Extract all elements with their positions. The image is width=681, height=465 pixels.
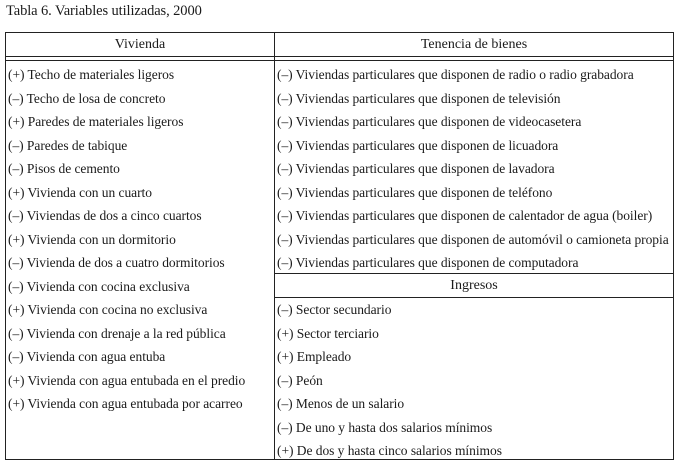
ingresos-column <box>277 298 673 463</box>
tenencia-item: (–) Viviendas particulares que disponen de computadora <box>277 255 579 270</box>
tenencia-item: (–) Viviendas particulares que disponen de lavadora <box>277 161 555 176</box>
ingresos-item: (+) Sector terciario <box>277 325 379 341</box>
vivienda-item: (–) Vivienda con drenaje a la red pública <box>8 325 226 341</box>
header-ingresos: Ingresos <box>450 278 498 293</box>
vivienda-item: (–) Vivienda de dos a cuatro dormitorios <box>8 255 225 270</box>
vivienda-item: (–) Vivienda con agua entuba <box>8 349 166 364</box>
vivienda-item: (+) Vivienda con agua entubada en el predio <box>8 372 246 388</box>
tenencia-item: (–) Viviendas particulares que disponen de automóvil o camioneta propia <box>277 231 669 247</box>
table-caption: Tabla 6. Variables utilizadas, 2000 <box>6 3 202 19</box>
header-vivienda: Vivienda <box>114 37 166 52</box>
vivienda-item: (+) Vivienda con cocina no exclusiva <box>8 302 208 317</box>
tenencia-item: (–) Viviendas particulares que disponen de radio o radio grabadora <box>277 67 634 82</box>
vivienda-item: (+) Techo de materiales ligeros <box>8 67 175 82</box>
ingresos-item: (+) Empleado <box>277 349 352 364</box>
variables-table <box>5 32 674 460</box>
vivienda-item: (+) Vivienda con un dormitorio <box>8 231 176 247</box>
ingresos-item: (–) Peón <box>277 372 323 388</box>
header-tenencia: Tenencia de bienes <box>420 37 528 52</box>
vivienda-item: (–) Techo de losa de concreto <box>8 90 166 106</box>
vivienda-item: (–) Paredes de tabique <box>8 137 128 153</box>
tenencia-item: (–) Viviendas particulares que disponen de licuadora <box>277 137 559 153</box>
vivienda-item: (+) Paredes de materiales ligeros <box>8 114 184 129</box>
column-divider <box>274 33 275 459</box>
header-divider-bottom <box>6 60 673 61</box>
tenencia-item: (–) Viviendas particulares que disponen de calentador de agua (boiler) <box>277 208 653 223</box>
vivienda-item: (–) Viviendas de dos a cinco cuartos <box>8 208 202 223</box>
ingresos-item: (+) De dos y hasta cinco salarios mínimos <box>277 443 502 458</box>
vivienda-item: (–) Pisos de cemento <box>8 161 120 176</box>
ingresos-item: (–) De uno y hasta dos salarios mínimos <box>277 419 493 435</box>
tenencia-item: (–) Viviendas particulares que disponen de televisión <box>277 90 561 106</box>
header-divider-top <box>6 56 673 57</box>
vivienda-item: (–) Vivienda con cocina exclusiva <box>8 278 190 294</box>
tenencia-item: (–) Viviendas particulares que disponen de videocasetera <box>277 114 582 129</box>
ingresos-item: (–) Menos de un salario <box>277 396 405 411</box>
vivienda-item: (+) Vivienda con agua entubada por acarreo <box>8 396 243 411</box>
vivienda-item: (+) Vivienda con un cuarto <box>8 184 152 200</box>
ingresos-item: (–) Sector secundario <box>277 302 392 317</box>
vivienda-column <box>8 63 272 416</box>
tenencia-item: (–) Viviendas particulares que disponen de teléfono <box>277 184 553 200</box>
tenencia-column <box>277 63 673 275</box>
